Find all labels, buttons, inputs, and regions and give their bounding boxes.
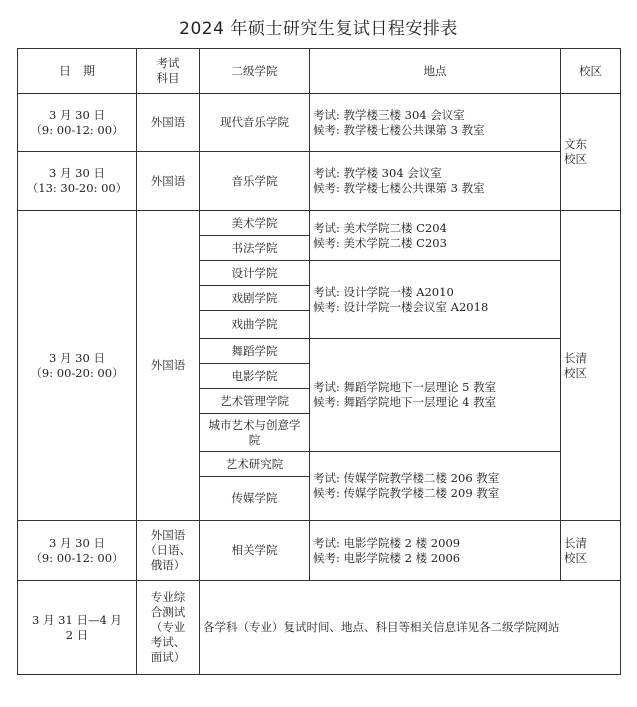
header-date: 日 期: [18, 49, 137, 94]
subject-cell: 外国语 （日语、 俄语）: [137, 521, 200, 581]
college-cell: 设计学院: [200, 261, 310, 286]
college-cell: 音乐学院: [200, 152, 310, 211]
table-row: [18, 152, 621, 211]
header-college: 二级学院: [200, 49, 310, 94]
header-campus: 校区: [561, 49, 621, 94]
location-cell: 考试: 电影学院楼 2 楼 2009 候考: 电影学院楼 2 楼 2006: [310, 521, 561, 581]
college-cell: 戏曲学院: [200, 311, 310, 339]
header-location: 地点: [310, 49, 561, 94]
college-cell: 电影学院: [200, 364, 310, 389]
college-cell: 传媒学院: [200, 477, 310, 521]
college-cell: 戏剧学院: [200, 286, 310, 311]
college-cell: 城市艺术与创意学院: [200, 414, 310, 452]
college-cell: 舞蹈学院: [200, 339, 310, 364]
college-cell: 艺术研究院: [200, 452, 310, 477]
date-cell: 3 月 30 日 （9: 00-12: 00）: [18, 94, 137, 152]
date-cell: 3 月 30 日 （9: 00-12: 00）: [18, 521, 137, 581]
college-cell: 现代音乐学院: [200, 94, 310, 152]
subject-cell: 外国语: [137, 152, 200, 211]
campus-cell: 长清 校区: [561, 211, 621, 521]
table-row: [18, 581, 621, 675]
subject-cell: 外国语: [137, 94, 200, 152]
college-cell: 美术学院: [200, 211, 310, 236]
college-cell: 相关学院: [200, 521, 310, 581]
campus-cell: 长清 校区: [561, 521, 621, 581]
college-cell: 书法学院: [200, 236, 310, 261]
location-cell: 考试: 传媒学院教学楼二楼 206 教室 候考: 传媒学院教学楼二楼 209 教室: [310, 452, 561, 521]
date-cell: 3 月 30 日 （13: 30-20: 00）: [18, 152, 137, 211]
page-title: 2024 年硕士研究生复试日程安排表: [179, 19, 458, 39]
college-cell: 艺术管理学院: [200, 389, 310, 414]
campus-cell: 文东 校区: [561, 94, 621, 211]
location-cell: 考试: 教学楼三楼 304 会议室 候考: 教学楼七楼公共课第 3 教室: [310, 94, 561, 152]
table-row: [18, 211, 621, 236]
location-cell: 考试: 舞蹈学院地下一层理论 5 教室 候考: 舞蹈学院地下一层理论 4 教室: [310, 339, 561, 452]
location-cell: 考试: 美术学院二楼 C204 候考: 美术学院二楼 C203: [310, 211, 561, 261]
table-header-row: [18, 49, 621, 94]
table-row: [18, 94, 621, 152]
schedule-table: [17, 48, 621, 675]
note-cell: 各学科（专业）复试时间、地点、科目等相关信息详见各二级学院网站: [200, 581, 621, 675]
subject-cell: 外国语: [137, 211, 200, 521]
subject-cell: 专业综 合测试 （专业 考试、 面试）: [137, 581, 200, 675]
date-cell: 3 月 31 日—4 月 2 日: [18, 581, 137, 675]
location-cell: 考试: 设计学院一楼 A2010 候考: 设计学院一楼会议室 A2018: [310, 261, 561, 339]
date-cell: 3 月 30 日 （9: 00-20: 00）: [18, 211, 137, 521]
table-row: [18, 521, 621, 581]
location-cell: 考试: 教学楼 304 会议室 候考: 教学楼七楼公共课第 3 教室: [310, 152, 561, 211]
header-subject: 考试 科目: [137, 49, 200, 94]
